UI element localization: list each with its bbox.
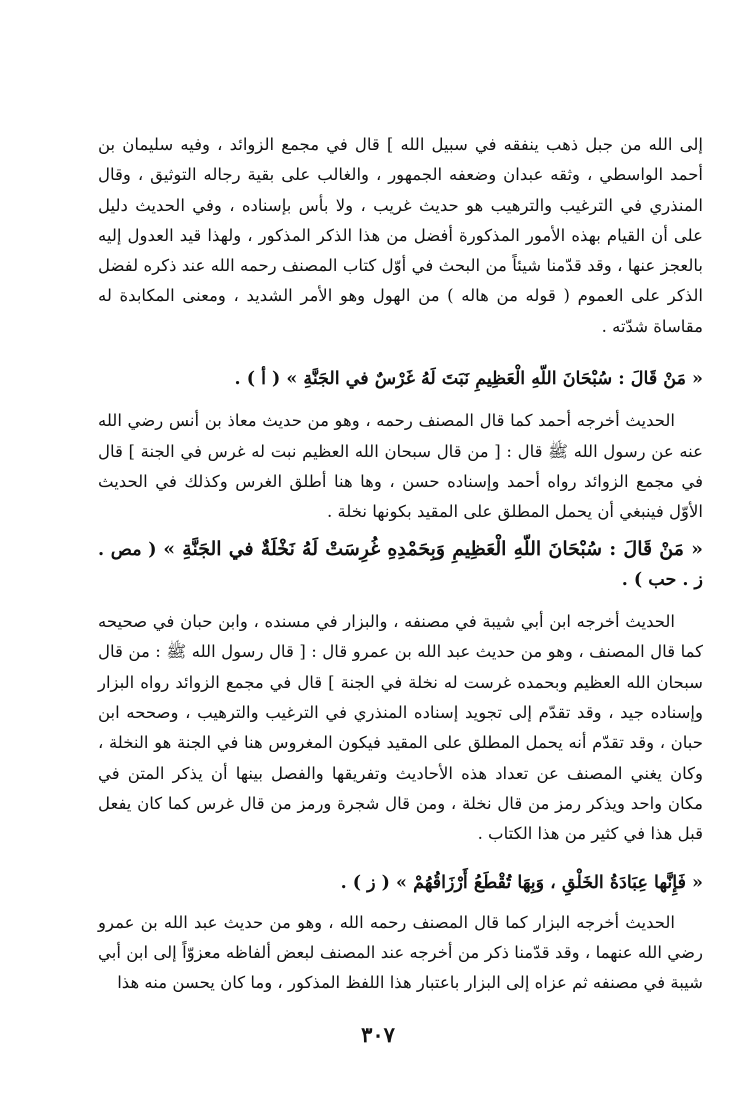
hadith-quote: « فَإِنَّها عِبَادَةُ الخَلْقِ ، وَبِهَا تُقْطَعُ أَرْزَاقُهُمْ »: [396, 872, 703, 893]
hadith-heading: [98, 364, 703, 394]
page-body: [98, 130, 703, 999]
source-code: ( مص . ز . حب ) .: [98, 539, 703, 590]
page-number: ٣٠٧: [361, 1022, 395, 1047]
hadith-heading: [98, 534, 703, 596]
hadith-quote: « مَنْ قَالَ : سُبْحَانَ اللّهِ الْعَظِيمِ نَبَتَ لَهُ غَرْسٌ في الجَنَّةِ »: [286, 369, 703, 390]
hadith-quote: « مَنْ قَالَ : سُبْحَانَ اللّهِ الْعَظِيمِ وَبِحَمْدِهِ غُرِسَتْ لَهُ نَخْلَةٌ في الجَنَّةِ »: [163, 537, 703, 560]
source-code: ( أ ) .: [234, 369, 281, 390]
paragraph: إلى الله من جبل ذهب ينفقه في سبيل الله ] قال في مجمع الزوائد ، وفيه سليمان بن أحمد الواسطي ، وثقه عبدان وضعفه الجمهور ، والغالب على بقية رجاله التوثيق ، وقال المنذري في الترغيب والترهيب هو حديث غريب ، ولا بأس بإسناده ، وفي الحديث دليل على أن القيام بهذه الأمور المذكورة أفضل من هذا الذكر المذكور ، ولهذا قيد العدول إليه بالعجز عنها ، وقد قدّمنا شيئاً من البحث في أوّل كتاب المصنف رحمه الله عند ذكره لفضل الذكر على العموم ( قوله من هاله ) من الهول وهو الأمر الشديد ، ومعنى المكابدة له مقاساة شدّته .: [98, 135, 703, 336]
paragraph: الحديث أخرجه أحمد كما قال المصنف رحمه ، وهو من حديث معاذ بن أنس رضي الله عنه عن رسول الله ﷺ قال : [ من قال سبحان الله العظيم نبت له غرس في الجنة ] قال في مجمع الزوائد رواه أحمد وإسناده حسن ، وها هنا أطلق الغرس وكذلك في الحديث الأوّل فينبغي أن يحمل المطلق على المقيد بكونها نخلة .: [98, 411, 703, 522]
hadith-heading: [98, 868, 703, 898]
paragraph: الحديث أخرجه البزار كما قال المصنف رحمه الله ، وهو من حديث عبد الله بن عمرو رضي الله عنهما ، وقد قدّمنا ذكر من أخرجه عند المصنف لبعض ألفاظه معزوّاً إلى ابن أبي شيبة في مصنفه ثم عزاه إلى البزار باعتبار هذا اللفظ المذكور ، وما كان يحسن منه هذا: [98, 912, 703, 993]
source-code: ( ز ) .: [340, 872, 390, 893]
paragraph: الحديث أخرجه ابن أبي شيبة في مصنفه ، والبزار في مسنده ، وابن حبان في صحيحه كما قال المصنف ، وهو من حديث عبد الله بن عمرو قال : [ قال رسول الله ﷺ : من قال سبحان الله العظيم وبحمده غرست له نخلة في الجنة ] قال في مجمع الزوائد رواه البزار وإسناده جيد ، وقد تقدّم إلى تجويد إسناده المنذري في الترغيب والترهيب ، وصححه ابن حبان ، وقد تقدّم أنه يحمل المطلق على المقيد فيكون المغروس هنا في الجنة هو النخلة ، وكان يغني المصنف عن تعداد هذه الأحاديث وتفريقها والفصل بينها أن يذكر المتن في مكان واحد ويذكر رمز من قال نخلة ، ومن قال شجرة ورمز من قال غرس كما كان يفعل قبل هذا في كثير من هذا الكتاب .: [98, 612, 703, 844]
